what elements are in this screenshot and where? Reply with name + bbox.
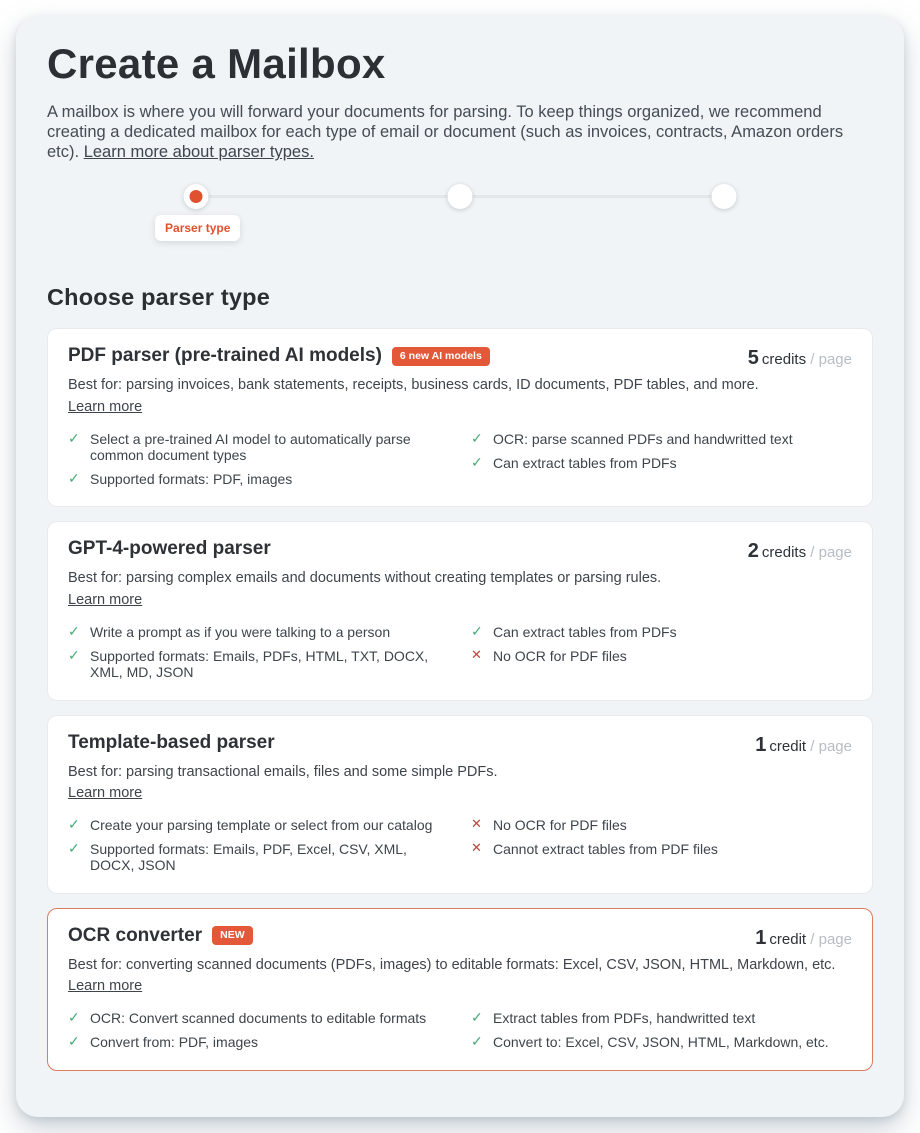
feature-item <box>68 648 449 680</box>
active-step-label: Parser type <box>155 215 240 241</box>
credits-per-page: 1 credit / page <box>755 733 852 756</box>
feature-text: Create your parsing template or select from our catalog <box>90 816 433 833</box>
feature-item <box>68 1010 449 1026</box>
section-heading: Choose parser type <box>47 284 271 311</box>
card-pdf-parser[interactable] <box>47 328 873 507</box>
feature-item <box>471 1034 852 1050</box>
feature-text: Extract tables from PDFs, handwritted text <box>493 1010 756 1027</box>
new-ai-models-badge: 6 new AI models <box>392 347 490 366</box>
check-icon: ✓ <box>471 429 483 446</box>
check-icon: ✓ <box>68 622 80 639</box>
feature-list <box>68 817 852 874</box>
best-for-text: Best for: parsing complex emails and documents without creating templates or parsing rules. <box>68 570 662 587</box>
feature-item <box>471 817 852 833</box>
feature-item <box>68 841 449 873</box>
check-icon: ✓ <box>471 454 483 470</box>
best-for-text: Best for: parsing transactional emails, files and some simple PDFs. <box>68 763 498 780</box>
step-dot-2[interactable] <box>448 184 473 209</box>
card-header <box>68 538 852 563</box>
credits-per-page: 5 credits / page <box>747 347 852 370</box>
learn-more-link[interactable]: Learn more <box>68 591 143 608</box>
learn-more-parser-types-link[interactable]: Learn more about parser types. <box>83 143 314 162</box>
card-title: PDF parser (pre-trained AI models) <box>68 345 382 367</box>
feature-text: No OCR for PDF files <box>493 816 627 833</box>
step-dot-3[interactable] <box>712 184 737 209</box>
feature-item <box>471 455 852 471</box>
intro-text: A mailbox is where you will forward your documents for parsing. To keep things organized, we recommend creating a dedicated mailbox for each type of email or document (such as invoices, contracts, Amazon orders etc). <box>47 103 844 162</box>
feature-item <box>471 841 852 857</box>
page-title: Create a Mailbox <box>47 40 386 87</box>
active-step-indicator <box>190 190 203 203</box>
best-for-text: Best for: converting scanned documents (PDFs, images) to editable formats: Excel, CSV, JSON, HTML, Markdown, etc. <box>68 956 836 973</box>
credits-per-page: 2 credits / page <box>747 540 852 563</box>
feature-item <box>68 817 449 833</box>
feature-text: No OCR for PDF files <box>493 648 627 665</box>
feature-text: Convert from: PDF, images <box>90 1034 259 1051</box>
step-dot-parser-type[interactable] <box>184 184 209 209</box>
card-gpt4-parser[interactable] <box>47 521 873 700</box>
feature-item <box>68 471 449 487</box>
feature-list <box>68 431 852 488</box>
check-icon: ✓ <box>68 470 80 487</box>
card-header <box>68 925 852 950</box>
feature-item <box>471 624 852 640</box>
feature-text: Select a pre-trained AI model to automatically parse common document types <box>90 430 411 463</box>
card-title: Template-based parser <box>68 731 275 753</box>
feature-item <box>68 431 449 463</box>
feature-text: Convert to: Excel, CSV, JSON, HTML, Markdown, etc. <box>493 1034 829 1051</box>
check-icon: ✓ <box>68 647 80 664</box>
feature-item <box>471 648 852 664</box>
feature-text: OCR: Convert scanned documents to editable formats <box>90 1010 427 1027</box>
feature-text: Supported formats: Emails, PDF, Excel, CSV, XML, DOCX, JSON <box>90 841 407 874</box>
feature-item <box>68 1034 449 1050</box>
learn-more-link[interactable]: Learn more <box>68 978 143 995</box>
check-icon: ✓ <box>68 815 80 832</box>
feature-text: Write a prompt as if you were talking to a person <box>90 623 391 640</box>
x-icon: ✕ <box>471 647 482 663</box>
card-template-parser[interactable] <box>47 715 873 894</box>
intro-paragraph <box>47 102 873 162</box>
check-icon: ✓ <box>471 622 483 639</box>
feature-text: Cannot extract tables from PDF files <box>493 841 718 858</box>
card-header <box>68 345 852 370</box>
feature-item <box>68 624 449 640</box>
feature-text: Can extract tables from PDFs <box>493 455 677 471</box>
x-icon: ✕ <box>471 840 482 856</box>
feature-list <box>68 624 852 681</box>
feature-text: Supported formats: Emails, PDFs, HTML, TXT, DOCX, XML, MD, JSON <box>90 648 429 681</box>
new-badge: NEW <box>212 926 253 945</box>
create-mailbox-panel <box>16 16 904 1117</box>
check-icon: ✓ <box>68 1009 80 1026</box>
card-header <box>68 732 852 757</box>
credits-per-page: 1 credit / page <box>755 926 852 949</box>
check-icon: ✓ <box>68 1033 80 1050</box>
card-title: OCR converter <box>68 924 203 946</box>
feature-text: Can extract tables from PDFs <box>493 623 677 640</box>
feature-list <box>68 1010 852 1050</box>
best-for-text: Best for: parsing invoices, bank statements, receipts, business cards, ID documents, PDF tables, and more. <box>68 377 759 394</box>
feature-item <box>471 431 852 447</box>
learn-more-link[interactable]: Learn more <box>68 784 143 801</box>
feature-text: OCR: parse scanned PDFs and handwritted text <box>493 430 793 447</box>
check-icon: ✓ <box>68 840 80 857</box>
check-icon: ✓ <box>68 429 80 446</box>
feature-text: Supported formats: PDF, images <box>90 471 293 488</box>
card-title: GPT-4-powered parser <box>68 538 271 560</box>
wizard-stepper <box>165 184 724 254</box>
feature-item <box>471 1010 852 1026</box>
card-ocr-converter[interactable] <box>47 908 873 1071</box>
check-icon: ✓ <box>471 1009 483 1026</box>
learn-more-link[interactable]: Learn more <box>68 398 143 415</box>
x-icon: ✕ <box>471 815 482 831</box>
check-icon: ✓ <box>471 1033 483 1050</box>
